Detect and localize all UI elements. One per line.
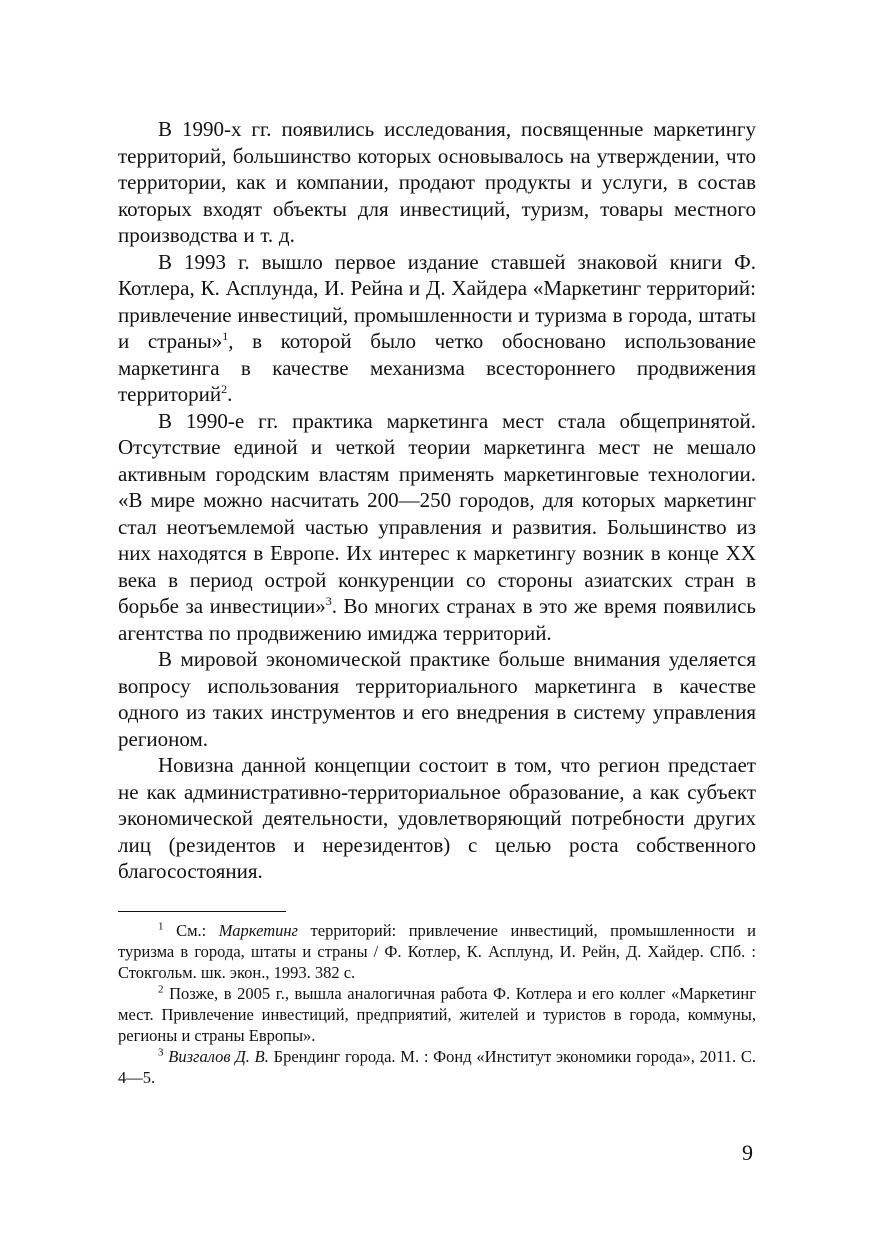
footnote-1 [118, 920, 756, 983]
footnote-ref-2[interactable]: 2 [221, 382, 228, 396]
footnote-1-number: 1 [158, 920, 164, 932]
paragraph-2-text-after: . [227, 382, 233, 406]
footnote-3-number: 3 [158, 1046, 164, 1058]
paragraph-1 [118, 116, 756, 249]
paragraph-3-text-after: . Во многих странах в это же время появились агентства по продвижению имиджа территорий. [118, 594, 756, 645]
paragraph-2-text-middle: , в которой было четко обосновано использование маркетинга в качестве механизма всестороннего продвижения территорий [118, 329, 756, 406]
footnote-2-text: Позже, в 2005 г., вышла аналогичная работа Ф. Котлера и его коллег «Маркетинг мест. Привлечение инвестиций, предприятий, жителей и туристов в города, коммуны, регионы и страны Европы». [118, 983, 757, 1045]
paragraph-3 [118, 408, 756, 647]
footnotes [118, 920, 756, 1088]
paragraph-5 [118, 752, 756, 885]
footnote-3-text: Брендинг города. М. : Фонд «Институт экономики города», 2011. С. 4—5. [118, 1046, 756, 1087]
body-text [118, 116, 756, 885]
page [118, 116, 756, 1088]
footnote-ref-3[interactable]: 3 [325, 594, 332, 608]
footnote-2 [118, 983, 756, 1046]
paragraph-2 [118, 249, 756, 408]
footnote-3-italic-author: Визгалов Д. В. [168, 1046, 269, 1066]
paragraph-1-text: В 1990-х гг. появились исследования, посвященные маркетингу территорий, большинство которых основывалось на утверждении, что территории, как и компании, продают продукты и услуги, в состав которых входят объекты для инвестиций, туризм, товары местного производства и т. д. [118, 117, 756, 247]
paragraph-5-text: Новизна данной концепции состоит в том, что регион предстает не как административно-территориальное образование, а как субъект экономической деятельности, удовлетворяющий потребности других лиц (резидентов и нерезидентов) с целью роста собственного благосостояния. [118, 753, 756, 883]
footnote-1-italic-title: Маркетинг [218, 920, 298, 940]
footnote-1-text: территорий: привлечение инвестиций, промышленности и туризма в города, штаты и страны / Ф. Котлер, К. Асплунд, И. Рейн, Д. Хайдер. СПб. : Стокгольм. шк. экон., 1993. 382 с. [118, 920, 757, 982]
footnote-ref-1[interactable]: 1 [222, 329, 229, 343]
footnote-1-prefix: См.: [176, 920, 219, 940]
footnote-2-number: 2 [158, 983, 164, 995]
footnote-separator [118, 911, 286, 912]
paragraph-3-text-before: В 1990-е гг. практика маркетинга мест стала общепринятой. Отсутствие единой и четкой теории маркетинга мест не мешало активным городским властям применять маркетинговые технологии. «В мире можно насчитать 200—250 городов, для которых маркетинг стал неотъемлемой частью управления и развития. Большинство из них находятся в Европе. Их интерес к маркетингу возник в конце XX века в период острой конкуренции со стороны азиатских стран в борьбе за инвестиции» [118, 408, 756, 618]
paragraph-4-text: В мировой экономической практике больше внимания уделяется вопросу использования территориального маркетинга в качестве одного из таких инструментов и его внедрения в систему управления регионом. [118, 647, 756, 751]
paragraph-2-text-before: В 1993 г. вышло первое издание ставшей знаковой книги Ф. Котлера, К. Асплунда, И. Рейна и Д. Хайдера «Маркетинг территорий: привлечение инвестиций, промышленности и туризма в города, штаты и страны» [118, 249, 756, 353]
paragraph-4 [118, 646, 756, 752]
footnote-3 [118, 1046, 756, 1088]
page-number: 9 [742, 1140, 753, 1165]
